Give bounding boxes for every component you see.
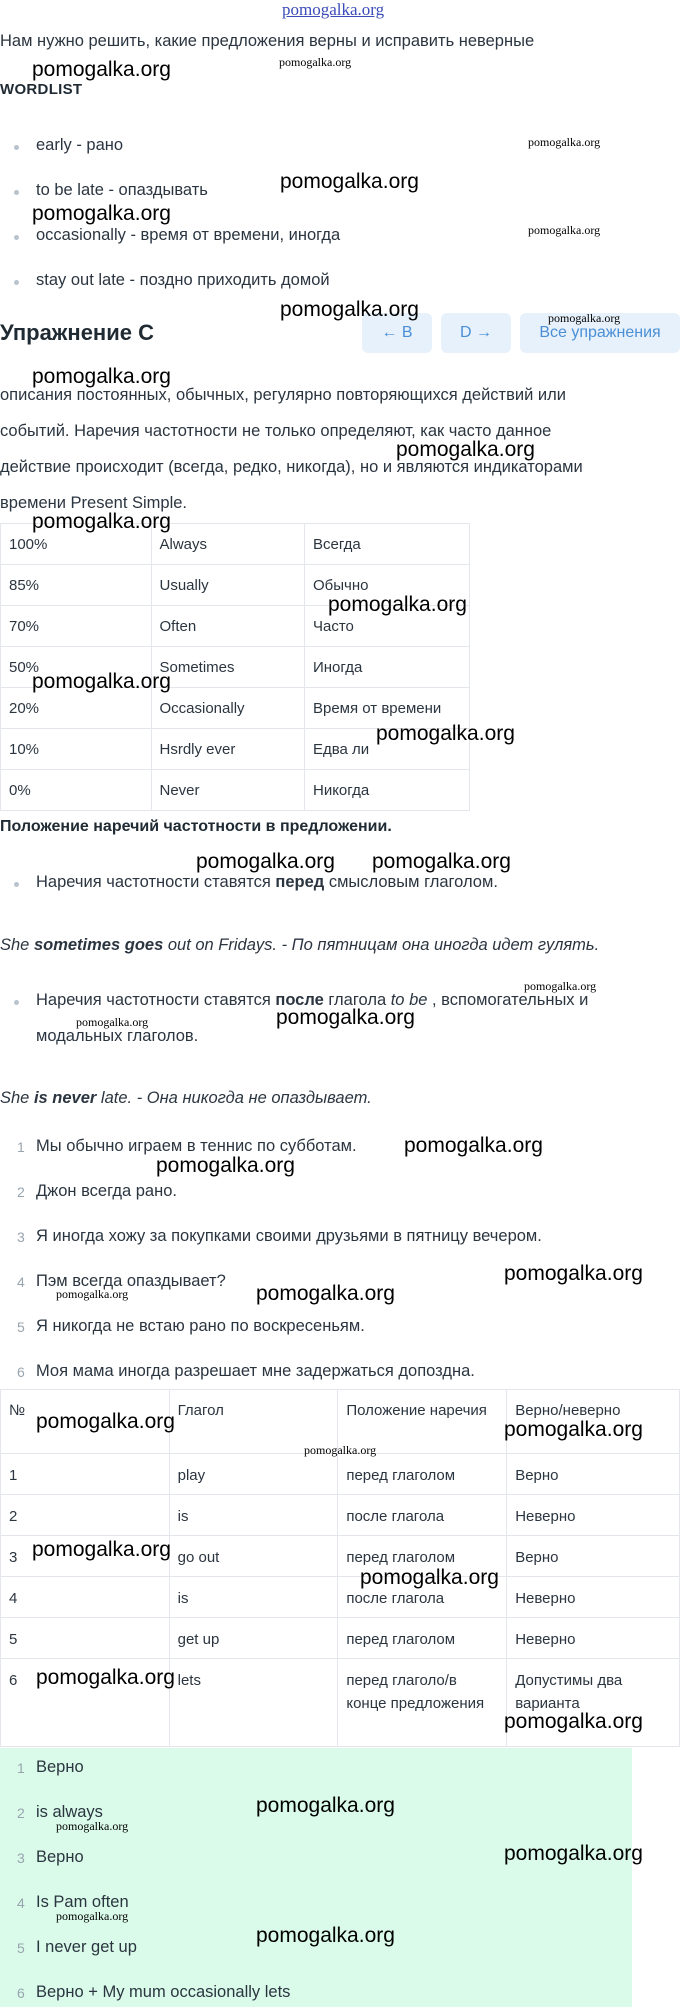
- table-cell: Всегда: [304, 524, 469, 565]
- table-cell: после глагола: [338, 1577, 507, 1618]
- example-text: out on Fridays.: [163, 936, 277, 954]
- watermark: pomogalka.org: [528, 223, 601, 237]
- answer-item: Верно: [36, 1848, 84, 1866]
- watermark: pomogalka.org: [56, 1819, 129, 1833]
- example-never: [0, 1089, 372, 1108]
- watermark: pomogalka.org: [404, 1134, 543, 1157]
- watermark: pomogalka.org: [548, 311, 621, 325]
- wordlist-title: WORDLIST: [0, 81, 83, 98]
- table-header-cell: Положение наречия: [338, 1390, 507, 1454]
- table-cell: Неверно: [507, 1577, 680, 1618]
- table-cell: 3: [1, 1536, 170, 1577]
- table-cell: перед глаголом: [338, 1454, 507, 1495]
- table-cell: Hsrdly ever: [151, 729, 304, 770]
- list-number: 3: [17, 1229, 25, 1245]
- table-cell: Неверно: [507, 1618, 680, 1659]
- table-cell: Often: [151, 606, 304, 647]
- watermark: pomogalka.org: [32, 202, 171, 225]
- list-number: 1: [17, 1139, 25, 1155]
- example-translation: - Она никогда не опаздывает.: [132, 1089, 372, 1107]
- example-translation: - По пятницам она иногда идет гулять.: [277, 936, 600, 954]
- table-cell: перед глаголо/в конце предложения: [338, 1659, 507, 1747]
- table-row: [1, 1454, 680, 1495]
- table-row: [1, 1618, 680, 1659]
- example-bold: is never: [33, 1089, 97, 1107]
- table-cell: 1: [1, 1454, 170, 1495]
- rule-before: [36, 873, 498, 892]
- table-cell: Never: [151, 770, 304, 811]
- table-cell: play: [169, 1454, 338, 1495]
- table-cell: Едва ли: [304, 729, 469, 770]
- watermark: pomogalka.org: [156, 1154, 295, 1177]
- bullet-icon: [14, 280, 19, 285]
- theory-line: времени Present Simple.: [0, 494, 188, 512]
- bullet-icon: [14, 235, 19, 240]
- table-header-cell: Верно/неверно: [507, 1390, 680, 1454]
- list-item: stay out late - поздно приходить домой: [36, 271, 330, 289]
- table-cell: перед глаголом: [338, 1618, 507, 1659]
- table-cell: is: [169, 1495, 338, 1536]
- table-cell: 10%: [1, 729, 152, 770]
- table-cell: Occasionally: [151, 688, 304, 729]
- watermark: pomogalka.org: [279, 55, 352, 69]
- table-cell: Верно: [507, 1536, 680, 1577]
- table-cell: 70%: [1, 606, 152, 647]
- watermark: pomogalka.org: [32, 58, 171, 81]
- watermark: pomogalka.org: [504, 1842, 643, 1865]
- table-cell: 2: [1, 1495, 170, 1536]
- exercise-title: Упражнение C: [0, 320, 154, 345]
- table-cell: lets: [169, 1659, 338, 1747]
- rule-text: Наречия частотности ставятся: [36, 873, 276, 891]
- table-cell: перед глаголом: [338, 1536, 507, 1577]
- watermark: pomogalka.org: [256, 1794, 395, 1817]
- answer-item: I never get up: [36, 1938, 137, 1956]
- rule-text: Наречия частотности ставятся: [36, 991, 276, 1009]
- bullet-icon: [14, 1000, 19, 1005]
- example-bold: sometimes goes: [33, 936, 164, 954]
- watermark: pomogalka.org: [56, 1909, 129, 1923]
- rule-text: смысловым глаголом.: [324, 873, 498, 891]
- table-cell: 85%: [1, 565, 152, 606]
- rule-bold: перед: [275, 873, 325, 891]
- rule-text: глагола: [323, 991, 391, 1009]
- watermark: pomogalka.org: [256, 1282, 395, 1305]
- watermark: pomogalka.org: [256, 1924, 395, 1947]
- answer-item: Is Pam often: [36, 1893, 129, 1911]
- table-cell: Always: [151, 524, 304, 565]
- watermark: pomogalka.org: [528, 135, 601, 149]
- watermark: pomogalka.org: [76, 1015, 149, 1029]
- list-number: 3: [17, 1850, 25, 1866]
- list-number: 6: [17, 1985, 25, 2001]
- list-number: 5: [17, 1319, 25, 1335]
- table-cell: Допустимы два варианта: [507, 1659, 680, 1747]
- intro-text: Нам нужно решить, какие предложения верны и исправить неверные: [0, 32, 535, 50]
- table-row: [1, 1577, 680, 1618]
- list-number: 4: [17, 1274, 25, 1290]
- list-number: 5: [17, 1940, 25, 1956]
- table-cell: 5: [1, 1618, 170, 1659]
- table-cell: Время от времени: [304, 688, 469, 729]
- next-exercise-button[interactable]: D →: [441, 313, 511, 353]
- list-number: 1: [17, 1760, 25, 1776]
- watermark: pomogalka.org: [376, 722, 515, 745]
- watermark: pomogalka.org: [504, 1418, 643, 1441]
- list-item: early - рано: [36, 136, 124, 154]
- list-item: Я никогда не встаю рано по воскресеньям.: [36, 1317, 365, 1335]
- bullet-icon: [14, 145, 19, 150]
- rule-bold: после: [275, 991, 324, 1009]
- all-exercises-button[interactable]: Все упражнения: [520, 313, 680, 353]
- table-header-cell: №: [1, 1390, 170, 1454]
- rule-italic: to be: [390, 991, 428, 1009]
- list-item: occasionally - время от времени, иногда: [36, 226, 341, 244]
- table-cell: 6: [1, 1659, 170, 1747]
- bullet-icon: [14, 190, 19, 195]
- table-cell: Обычно: [304, 565, 469, 606]
- list-number: 2: [17, 1184, 25, 1200]
- table-cell: Неверно: [507, 1495, 680, 1536]
- watermark: pomogalka.org: [32, 670, 171, 693]
- frequency-table: [0, 523, 470, 811]
- table-header-cell: Глагол: [169, 1390, 338, 1454]
- watermark: pomogalka.org: [32, 1538, 171, 1561]
- watermark: pomogalka.org: [56, 1287, 129, 1301]
- table-cell: go out: [169, 1536, 338, 1577]
- watermark: pomogalka.org: [372, 850, 511, 873]
- watermark: pomogalka.org: [524, 979, 597, 993]
- list-item: Моя мама иногда разрешает мне задержаться допоздна.: [36, 1362, 475, 1380]
- theory-line: событий. Наречия частотности не только определяют, как часто данное: [0, 422, 552, 440]
- list-item: Пэм всегда опаздывает?: [36, 1272, 226, 1290]
- answer-item: Верно + My mum occasionally lets: [36, 1983, 291, 2001]
- watermark: pomogalka.org: [32, 510, 171, 533]
- watermark: pomogalka.org: [32, 365, 171, 388]
- watermark: pomogalka.org: [196, 850, 335, 873]
- answers-panel: [0, 1748, 632, 2007]
- table-cell: get up: [169, 1618, 338, 1659]
- example-text: She: [0, 936, 34, 954]
- watermark: pomogalka.org: [504, 1710, 643, 1733]
- table-cell: 100%: [1, 524, 152, 565]
- table-cell: Верно: [507, 1454, 680, 1495]
- list-number: 4: [17, 1895, 25, 1911]
- watermark: pomogalka.org: [276, 1006, 415, 1029]
- answer-item: is always: [36, 1803, 103, 1821]
- list-item: Джон всегда рано.: [36, 1182, 177, 1200]
- list-item: to be late - опаздывать: [36, 181, 208, 199]
- list-item: Я иногда хожу за покупками своими друзьями в пятницу вечером.: [36, 1227, 542, 1245]
- list-number: 2: [17, 1805, 25, 1821]
- table-cell: 0%: [1, 770, 152, 811]
- watermark: pomogalka.org: [360, 1566, 499, 1589]
- answer-item: Верно: [36, 1758, 84, 1776]
- watermark: pomogalka.org: [36, 1666, 175, 1689]
- table-cell: 4: [1, 1577, 170, 1618]
- table-cell: 20%: [1, 688, 152, 729]
- watermark: pomogalka.org: [304, 1443, 377, 1457]
- table-cell: is: [169, 1577, 338, 1618]
- watermark: pomogalka.org: [328, 593, 467, 616]
- watermark: pomogalka.org: [36, 1410, 175, 1433]
- table-cell: Никогда: [304, 770, 469, 811]
- watermark: pomogalka.org: [280, 170, 419, 193]
- example-sometimes: [0, 936, 599, 955]
- list-item: Мы обычно играем в теннис по субботам.: [36, 1137, 357, 1155]
- rule-text: , вспомогательных и: [427, 991, 589, 1009]
- example-text: She: [0, 1089, 34, 1107]
- theory-line: действие происходит (всегда, редко, никогда), но и являются индикаторами: [0, 458, 583, 476]
- table-row: [1, 770, 470, 811]
- theory-line: описания постоянных, обычных, регулярно повторяющихся действий или: [0, 386, 566, 404]
- watermark: pomogalka.org: [504, 1262, 643, 1285]
- watermark: pomogalka.org: [280, 298, 419, 321]
- table-cell: 50%: [1, 647, 152, 688]
- bullet-icon: [14, 882, 19, 887]
- table-cell: Usually: [151, 565, 304, 606]
- table-cell: Sometimes: [151, 647, 304, 688]
- example-text: late.: [96, 1089, 133, 1107]
- table-cell: Иногда: [304, 647, 469, 688]
- prev-exercise-button[interactable]: ← B: [362, 313, 432, 353]
- list-number: 6: [17, 1364, 25, 1380]
- table-row: [1, 1495, 680, 1536]
- rule-text-line2: модальных глаголов.: [36, 1027, 199, 1045]
- table-cell: после глагола: [338, 1495, 507, 1536]
- position-title: Положение наречий частотности в предложении.: [0, 818, 392, 835]
- table-cell: Часто: [304, 606, 469, 647]
- watermark: pomogalka.org: [396, 438, 535, 461]
- watermark-link[interactable]: pomogalka.org: [282, 0, 385, 19]
